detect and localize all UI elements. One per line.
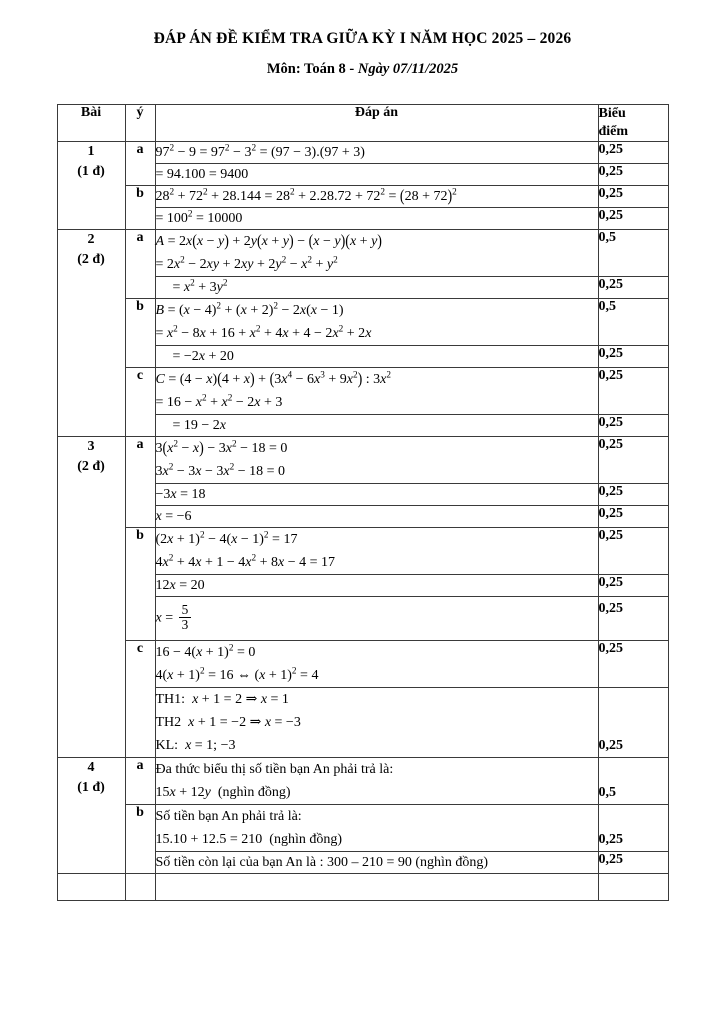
problem-2-number: 2 — [87, 231, 95, 247]
part-label-2b: b — [125, 298, 155, 367]
part-label-3b: b — [125, 527, 155, 640]
part-label-3c: c — [125, 640, 155, 757]
answer-2c-line3: = 19 − 2x — [155, 414, 598, 436]
subject-label: Môn: Toán 8 - — [266, 61, 355, 77]
score-3b-3: 0,25 — [598, 596, 668, 640]
conclusion-label: KL: — [155, 737, 179, 753]
table-row — [57, 141, 668, 163]
table-row — [57, 757, 668, 804]
header-bieu: Biểu — [598, 106, 626, 121]
score-3c-2: 0,25 — [598, 687, 668, 757]
score-4a-1: 0,5 — [598, 757, 668, 804]
part-label-3a: a — [125, 436, 155, 527]
answer-4a-line1: Đa thức biểu thị số tiền bạn An phải trả là: — [155, 761, 394, 777]
part-label-1b: b — [125, 185, 155, 229]
table-header-row — [57, 105, 668, 142]
answer-table — [57, 104, 669, 901]
table-row-empty — [57, 873, 668, 900]
answer-2c-block1: $C = (4 - x)(4 + x) + (3x^4 - 6x^3 + 9x^2)$ : $3x^2$ = $16 - x^2 + x^2 - 2x + 3$ — [155, 367, 598, 414]
score-4b-1: 0,25 — [598, 804, 668, 851]
problem-3-points: (2 đ) — [77, 458, 105, 474]
answer-2a-block1: A = 2x(x − y) + 2y(x + y) − (x − y)(x + y) = $2x^2 - 2xy + 2xy + 2y^2 - x^2 + y^2$ — [155, 229, 598, 276]
page-subtitle — [0, 48, 725, 78]
answer-3a-line3: −3x = 18 — [155, 483, 598, 505]
answer-3a-block1: $3(x^2 - x) - 3x^2 - 18 = 0$ $3x^2 - 3x - 3x^2 - 18 = 0$ — [155, 436, 598, 483]
score-1b-1: 0,25 — [598, 185, 668, 207]
problem-3-number: 3 — [87, 438, 95, 454]
answer-4b-line3: Số tiền còn lại của bạn An là : 300 – 210 = 90 (nghìn đồng) — [155, 851, 598, 873]
problem-number-2 — [57, 229, 125, 436]
answer-2b-block1: $B = (x - 4)^2 + (x + 2)^2 - 2x(x - 1)$ = $x^2 - 8x + 16 + x^2 + 4x + 4 - 2x^2 + 2x$ — [155, 298, 598, 345]
problem-number-4 — [57, 757, 125, 873]
case-2-label: TH2 — [155, 714, 182, 730]
empty-cell-diem — [598, 873, 668, 900]
score-1a-2: 0,25 — [598, 163, 668, 185]
empty-cell-dapan — [155, 873, 598, 900]
answer-4b-block1: Số tiền bạn An phải trả là: 15.10 + 12.5 = 210 (nghìn đồng) — [155, 804, 598, 851]
part-label-1a: a — [125, 141, 155, 185]
answer-1a-line2: = 94.100 = 9400 — [155, 163, 598, 185]
problem-4-number: 4 — [87, 759, 95, 775]
score-2c-1: 0,25 — [598, 367, 668, 414]
problem-number-1 — [57, 141, 125, 229]
score-3b-2: 0,25 — [598, 574, 668, 596]
answer-1b-line1: $28^2 + 72^2 + 28.144 = 28^2 + 2.28.72 + 72^2 = (28 + 72)^2$ — [155, 185, 598, 207]
score-3c-1: 0,25 — [598, 640, 668, 687]
answer-4a-unit: (nghìn đồng) — [217, 784, 291, 800]
score-2a-2: 0,25 — [598, 276, 668, 298]
table-row — [57, 436, 668, 483]
answer-2a-line3: = $x^2 + 3y^2$ — [155, 276, 598, 298]
table-row — [57, 527, 668, 574]
answer-3b-line3: 12x = 20 — [155, 574, 598, 596]
problem-1-points: (1 đ) — [77, 163, 105, 179]
score-2a-1: 0,5 — [598, 229, 668, 276]
answer-2b-line3: = −2x + 20 — [155, 345, 598, 367]
answer-1a-line1: $97^2 - 9 = 97^2 - 3^2 = (97 - 3).(97 + 3)$ — [155, 141, 598, 163]
score-3a-2: 0,25 — [598, 483, 668, 505]
part-label-2a: a — [125, 229, 155, 298]
fraction-numerator: 5 — [181, 601, 189, 617]
header-bai: Bài — [57, 105, 125, 142]
part-label-2c: c — [125, 367, 155, 436]
score-4b-2: 0,25 — [598, 851, 668, 873]
table-row — [57, 185, 668, 207]
answer-3c-block2: TH1: x + 1 = 2 ⇒ x = 1 TH2 x + 1 = −2 ⇒ x = −3 KL: x = 1; −3 — [155, 687, 598, 757]
answer-4b-line1: Số tiền bạn An phải trả là: — [155, 808, 302, 824]
answer-1b-line2: = $100^2 = 10000$ — [155, 207, 598, 229]
empty-cell-bai — [57, 873, 125, 900]
date-label: Ngày 07/11/2025 — [357, 61, 459, 77]
header-dapan: Đáp án — [155, 105, 598, 142]
score-1a-1: 0,25 — [598, 141, 668, 163]
score-3a-3: 0,25 — [598, 505, 668, 527]
table-row — [57, 640, 668, 687]
header-bieu-diem — [598, 105, 668, 142]
page-title: ĐÁP ÁN ĐỀ KIỂM TRA GIỮA KỲ I NĂM HỌC 2025 – 2026 — [153, 30, 572, 47]
case-1-label: TH1: — [155, 691, 186, 707]
empty-cell-y — [125, 873, 155, 900]
answer-3b-block1: $(2x + 1)^2 - 4(x - 1)^2 = 17$ $4x^2 + 4x + 1 - 4x^2 + 8x - 4 = 17$ — [155, 527, 598, 574]
part-label-4a: a — [125, 757, 155, 804]
table-row — [57, 804, 668, 851]
answer-4b-unit: (nghìn đồng) — [269, 831, 343, 847]
answer-3a-line4: x = −6 — [155, 505, 598, 527]
table-row — [57, 298, 668, 345]
score-2b-1: 0,5 — [598, 298, 668, 345]
answer-4a-block: Đa thức biểu thị số tiền bạn An phải trả là: 15x + 12y (nghìn đồng) — [155, 757, 598, 804]
score-2b-2: 0,25 — [598, 345, 668, 367]
problem-number-3 — [57, 436, 125, 757]
fraction-five-thirds — [179, 603, 192, 632]
problem-2-points: (2 đ) — [77, 251, 105, 267]
part-label-4b: b — [125, 804, 155, 873]
score-3b-1: 0,25 — [598, 527, 668, 574]
score-1b-2: 0,25 — [598, 207, 668, 229]
answer-3b-line4: x = $\frac{5}{3}$ — [155, 596, 598, 640]
fraction-denominator: 3 — [179, 617, 192, 632]
header-y: ý — [125, 105, 155, 142]
score-3a-1: 0,25 — [598, 436, 668, 483]
answer-3c-block1: $16 - 4(x + 1)^2 = 0$ $4(x + 1)^2 = 16$ ⇔ $(x + 1)^2 = 4$ — [155, 640, 598, 687]
table-row — [57, 367, 668, 414]
score-2c-2: 0,25 — [598, 414, 668, 436]
problem-1-number: 1 — [87, 143, 95, 159]
problem-4-points: (1 đ) — [77, 779, 105, 795]
table-row — [57, 229, 668, 276]
header-diem: điểm — [598, 123, 629, 139]
